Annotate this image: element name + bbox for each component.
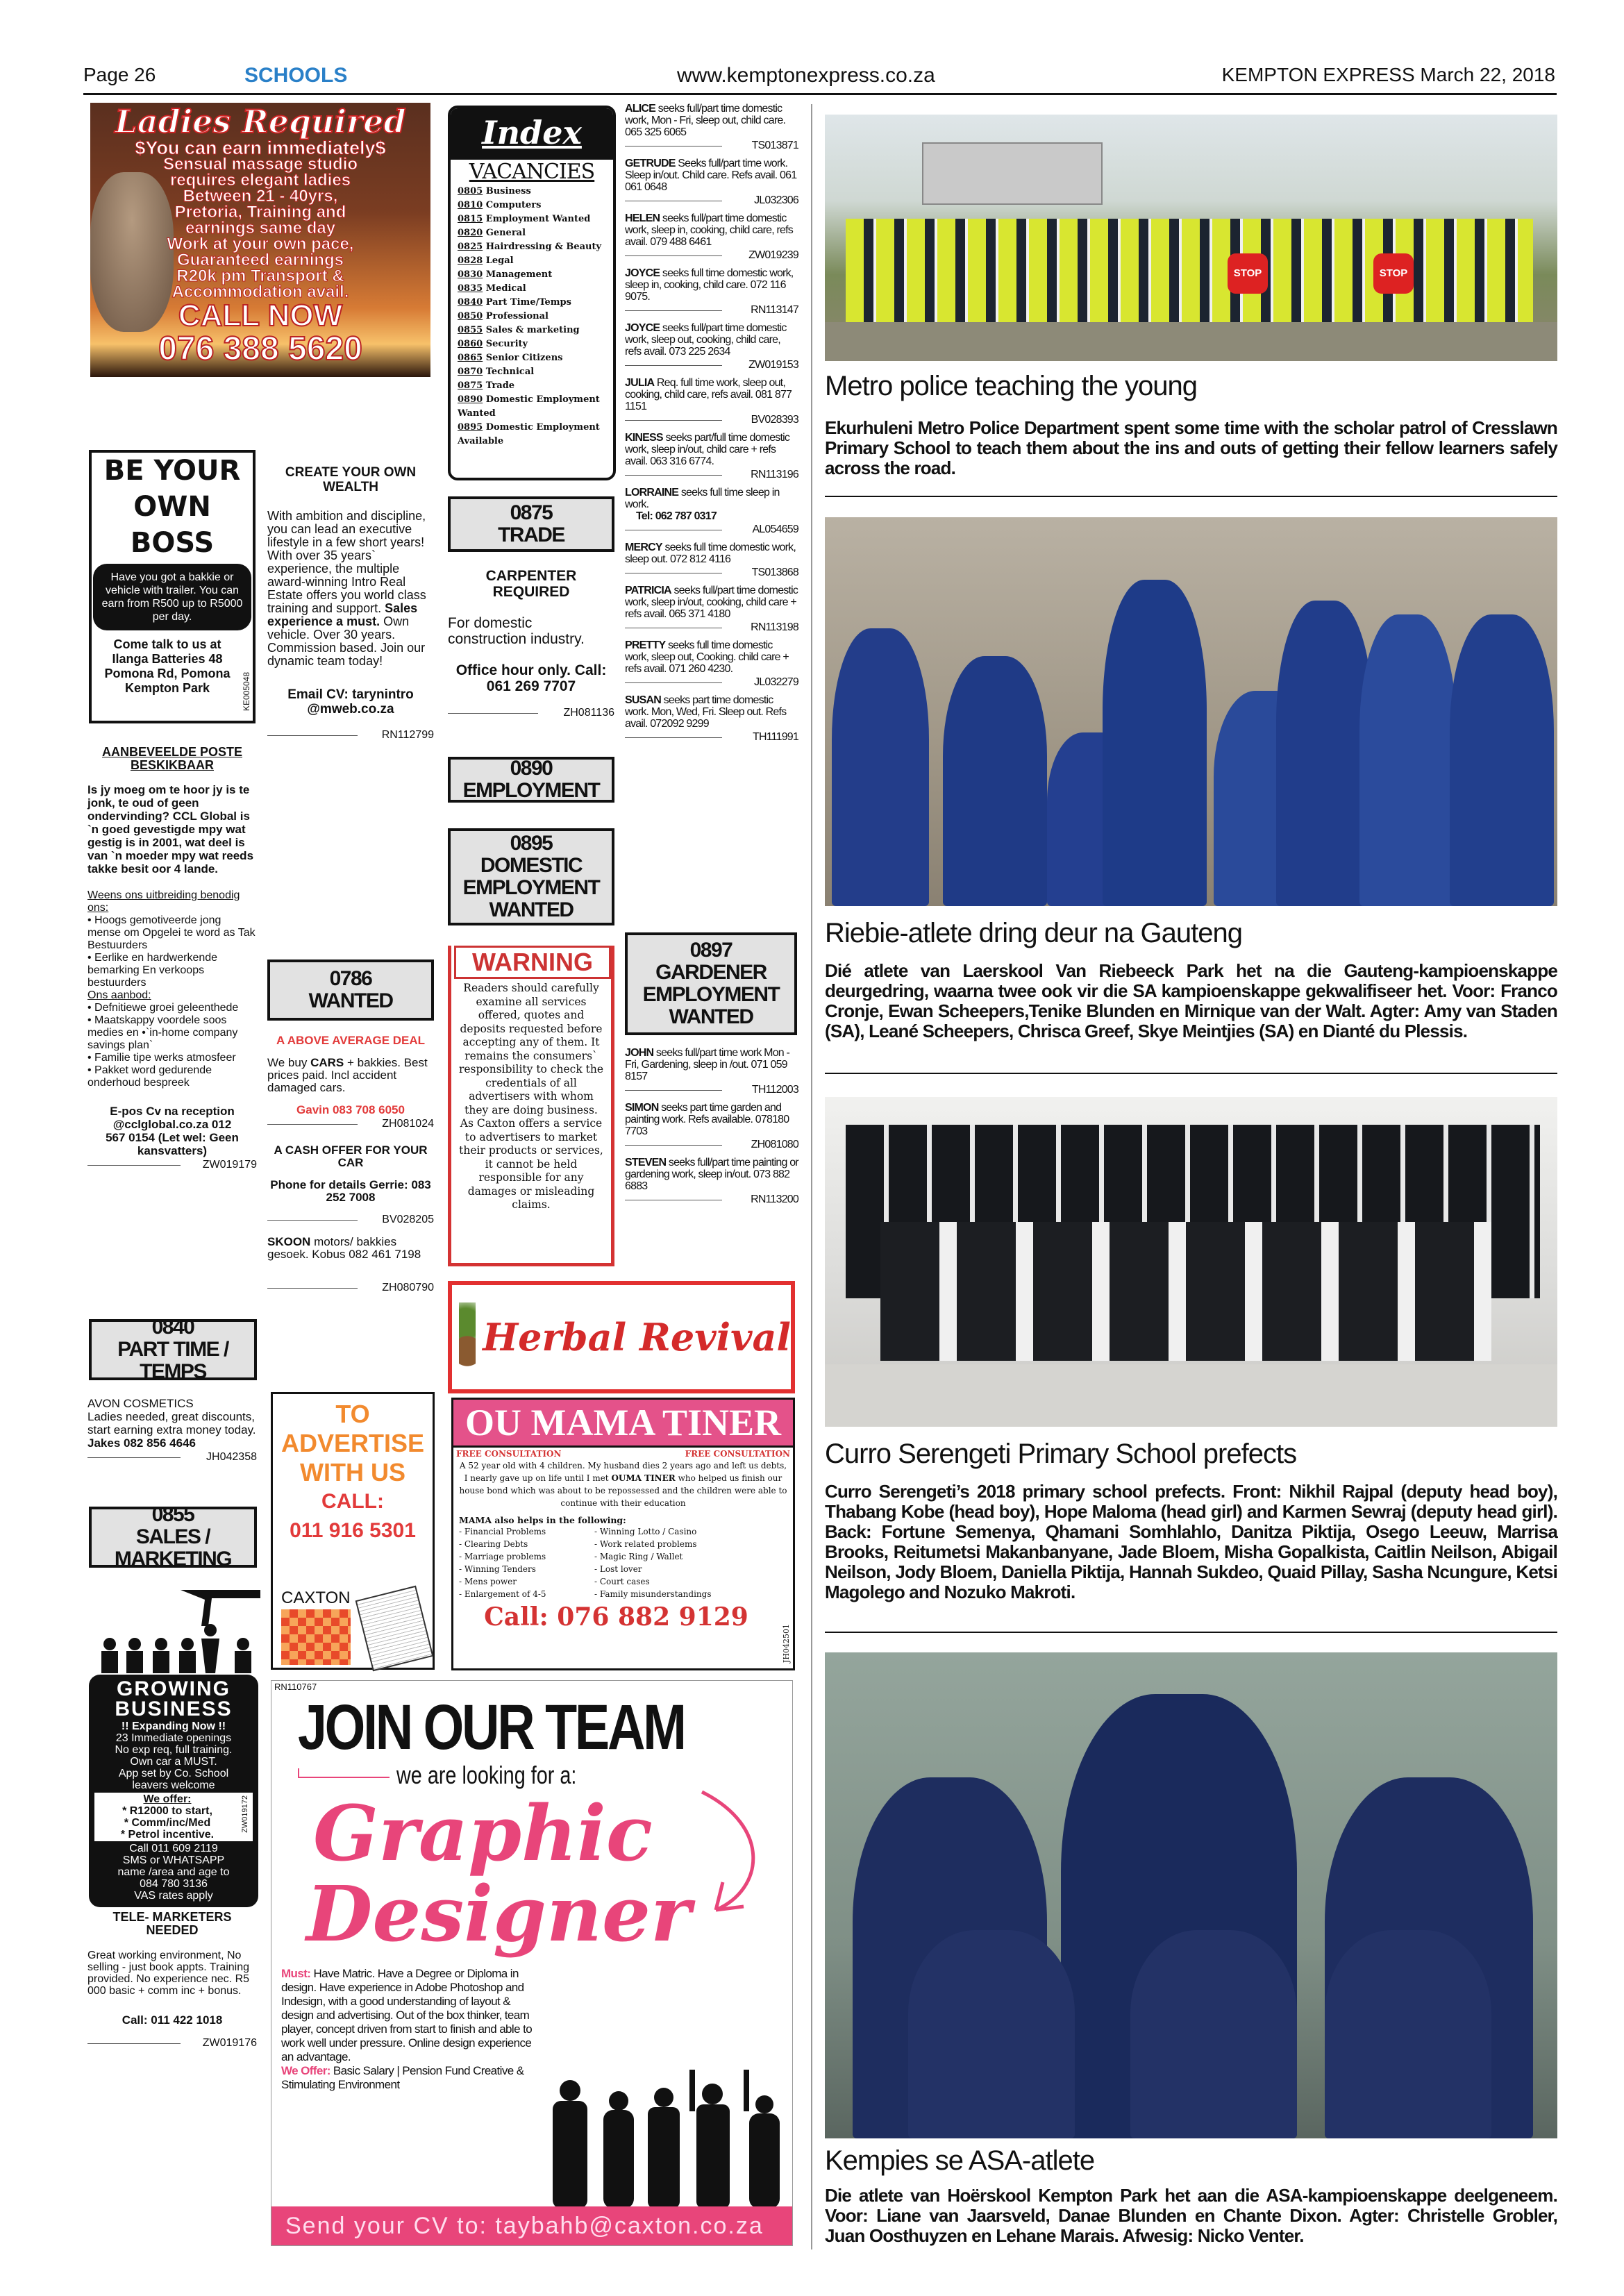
story-caption: Die atlete van Hoërskool Kempton Park het aan die ASA-kampioenskappe deelgeneem. Voor: Liane van Jaarsveld, Danae Blunden en Chante Dixon. Agter: Christelle Grobler, Juan Oosthuyzen en Lehane Marais. Afwesig: Nicko Venter. — [825, 2185, 1557, 2246]
index-item: 0860 Security — [458, 339, 528, 349]
ad-phone[interactable]: 011 916 5301 — [290, 1519, 416, 1542]
ad-body: Ladies needed, great discounts, start earning extra money today. — [87, 1410, 256, 1436]
index-item: 0895 Domestic Employment Available — [458, 422, 600, 446]
ad-ref: RN113198 — [625, 621, 798, 634]
index-item: 0840 Part Time/Temps — [458, 297, 571, 308]
ad-highlight: Have you got a bakkie or vehicle with trailer. You can earn from R500 up to R5000 per day. — [93, 564, 251, 630]
role-title: Graphic Designer — [306, 1788, 691, 1959]
ad-line: R20k pm Transport & — [176, 267, 344, 285]
story-caption: Dié atlete van Laerskool Van Riebeeck Park het na die Gauteng-kampioenskappe deurgedring, waarna twee ook vir die SA kampioenskappe gekwalifiseer het. Voor: Franco Cronje, Ewan Scheepers,Tenike Blunden en Mirnique van der Walt. Agter: Amy van Staden (SA), Leané Scheepers, Chrisca Greef, Skye Meintjies (SA) en Dianté du Plessis. — [825, 960, 1557, 1041]
classified-listing: JOYCE seeks full/part time domestic work, sleep out, cooking, child care, refs avail. 073 225 2634 ZW019153 — [625, 322, 798, 371]
photo-kempies-athletes — [825, 1652, 1557, 2138]
ad-ref: ZW019239 — [625, 249, 798, 262]
ad-ref: TS013868 — [625, 567, 798, 579]
story-divider — [825, 496, 1557, 497]
classified-listing: HELEN seeks full/part time domestic work, sleep in, cooking, child care, refs avail. 079 488 6461 ZW019239 — [625, 212, 798, 261]
ad-body: We buy CARS + bakkies. Best prices paid. Incl accident damaged cars. — [267, 1056, 428, 1094]
ad-title: A ABOVE AVERAGE DEAL — [276, 1034, 426, 1047]
section-header-0855: 0855 SALES / MARKETING — [89, 1507, 257, 1568]
photo-riebie-athletes — [825, 517, 1557, 906]
ad-ref: BV028393 — [625, 414, 798, 426]
ad-title: AANBEVEELDE POSTE BESKIKBAAR — [101, 745, 243, 772]
ccl-global-ad — [87, 746, 257, 1171]
ad-ref: KE005048 — [242, 671, 251, 711]
index-item: 0890 Domestic Employment Wanted — [458, 394, 600, 419]
call-now: CALL NOW — [178, 299, 343, 333]
classified-listing: JULIA Req. full time work, sleep out, cooking, child care, refs avail. 081 877 1151 BV028393 — [625, 377, 798, 426]
index-item: 0828 Legal — [458, 255, 514, 266]
index-item: 0875 Trade — [458, 380, 515, 391]
avon-ad — [87, 1397, 257, 1464]
ad-contact: E-pos Cv na reception @cclglobal.co.za 012 567 0154 (Let wel: Geen kansvatters) — [106, 1105, 239, 1157]
ad-story: A 52 year old with 4 children. My husband dies 2 years ago and left us debts, I nearly gave up on life until I met OUMA TINER who helped us finish our house bond which was about to be repossessed and the children were able to continue with their education — [459, 1461, 787, 1508]
arrow-icon — [688, 1785, 785, 1924]
advertise-with-us-ad — [271, 1392, 435, 1670]
index-heading: VACANCIES — [469, 160, 595, 184]
ad-ref: ZW019179 — [87, 1159, 257, 1171]
growing-business-ad — [89, 1675, 258, 1907]
story-title: Curro Serengeti Primary School prefects — [825, 1439, 1297, 1469]
classified-listing: PATRICIA seeks full/part time domestic work, sleep in/out, cooking, child care + refs avail. 065 371 4180 RN113198 — [625, 585, 798, 633]
paper-name: KEMPTON EXPRESS — [1221, 64, 1415, 85]
ad-ref: ZW019172 — [241, 1795, 249, 1833]
ad-ref: JH042358 — [87, 1451, 257, 1464]
ad-title: Herbal Revival — [483, 1315, 791, 1359]
ad-contact: Call 011 609 2119 SMS or WHATSAPP name /area and age to 084 780 3136 VAS rates apply — [117, 1843, 230, 1902]
index-item: 0815 Employment Wanted — [458, 214, 591, 224]
index-item: 0820 General — [458, 228, 526, 238]
car-buying-ads — [267, 1034, 434, 1294]
ladies-required-ad — [90, 103, 430, 377]
ou-mama-tiner-ad — [451, 1398, 795, 1670]
ad-intro: Is jy moeg om te hoor jy is te jonk, te oud of geen ondervinding? CCL Global is `n goed gevestigde mpy wat gestig is in 2001, wat deel is van `n moeder mpy wat reeds takke besit oor 4 lande. — [87, 783, 254, 875]
warning-notice — [448, 946, 614, 1266]
classified-listing: SUSAN seeks part time domestic work. Mon, Wed, Fri. Sleep out. Refs avail. 072092 9299 TH111991 — [625, 694, 798, 743]
index-item: 0835 Medical — [458, 283, 526, 294]
ad-line: Pretoria, Training and — [174, 203, 346, 221]
ad-title: TO ADVERTISE WITH US — [281, 1400, 425, 1486]
ad-body — [90, 137, 430, 301]
stop-sign: STOP — [1373, 253, 1414, 294]
index-item: 0805 Business — [458, 186, 531, 196]
ad-phone[interactable]: 076 388 5620 — [158, 330, 362, 367]
ad-body: SKOON motors/ bakkies gesoek. Kobus 082 461 7198 — [267, 1235, 421, 1261]
website-url[interactable]: www.kemptonexpress.co.za — [677, 64, 935, 87]
ad-email[interactable]: Email CV: tarynintro @mweb.co.za — [287, 687, 414, 717]
ad-title: AVON COSMETICS — [87, 1397, 194, 1410]
ad-line: earnings same day — [185, 219, 336, 237]
classified-listing: JOHN seeks full/part time work Mon - Fri, Gardening, sleep in /out. 071 059 8157 TH112003 — [625, 1047, 798, 1096]
ad-line: requires elegant ladies — [169, 171, 351, 190]
section-name: SCHOOLS — [244, 64, 348, 87]
vacancies-index — [448, 106, 616, 480]
ad-body: Come talk to us at Ilanga Batteries 48 Pomona Rd, Pomona Kempton Park — [104, 637, 231, 695]
section-header-0875: 0875 TRADE — [448, 496, 614, 552]
carpenter-ad — [448, 568, 614, 719]
gardener-listings — [625, 1047, 798, 1212]
herbal-revival-ad — [448, 1281, 795, 1393]
section-header-0895: 0895 DOMESTIC EMPLOYMENT WANTED — [448, 828, 614, 925]
ad-ref: ZH080790 — [267, 1282, 434, 1294]
index-item: 0870 Technical — [458, 367, 535, 377]
ad-ref: JH042501 — [782, 1624, 791, 1663]
ad-line: Work at your own pace, — [167, 235, 354, 253]
section-header-0840: 0840 PART TIME / TEMPS — [89, 1319, 257, 1380]
caxton-logo-mark — [281, 1609, 351, 1665]
ad-line: Sensual massage studio — [162, 155, 358, 174]
ad-line: Between 21 - 40yrs, — [183, 187, 338, 206]
ad-title: JOIN OUR TEAM — [298, 1692, 685, 1763]
story-divider — [825, 1632, 1557, 1633]
ad-ref: TS013871 — [625, 140, 798, 152]
building — [922, 142, 1103, 205]
team-silhouettes — [542, 2070, 792, 2209]
ad-helps: MAMA also helps in the following: — [459, 1515, 626, 1525]
ad-phone[interactable]: Call: 076 882 9129 — [484, 1602, 748, 1632]
index-item: 0830 Management — [458, 269, 553, 280]
ad-ref: ZW019176 — [87, 2037, 257, 2050]
ad-ref: JL032306 — [625, 194, 798, 207]
classified-listing: JOYCE seeks full time domestic work, sleep in, cooking, child care. 072 116 9075. RN113147 — [625, 267, 798, 316]
caxton-logo: CAXTON — [281, 1589, 351, 1607]
ad-ref: RN113200 — [625, 1193, 798, 1206]
ad-title: A CASH OFFER FOR YOUR CAR — [274, 1143, 428, 1169]
telemarketers-ad — [87, 1911, 257, 2050]
ad-ref: ZH081080 — [625, 1139, 798, 1151]
index-item: 0810 Computers — [458, 200, 542, 210]
ad-ref: TH112003 — [625, 1084, 798, 1096]
ad-title: Ladies Required — [115, 103, 406, 140]
ad-line: Accommodation avail. — [171, 283, 349, 301]
ground — [825, 322, 1557, 361]
ad-phone[interactable]: Phone for details Gerrie: 083 252 7008 — [270, 1178, 431, 1204]
story-title: Metro police teaching the young — [825, 371, 1198, 401]
column-divider — [811, 104, 812, 2249]
issue-date: March 22, 2018 — [1420, 64, 1555, 85]
learners-group — [846, 219, 1533, 323]
page-number: Page 26 — [83, 64, 156, 85]
header-rule — [83, 93, 1557, 95]
join-our-team-ad — [271, 1680, 793, 2246]
story-caption: Ekurhuleni Metro Police Department spent some time with the scholar patrol of Cresslawn Primary School to teach them about the ins and outs of getting their fellow learners safely across the road. — [825, 417, 1557, 478]
ad-ref: TH111991 — [625, 731, 798, 744]
send-cv-banner[interactable]: Send your CV to: taybahb@caxton.co.za — [271, 2206, 792, 2245]
ad-body: Weens ons uitbreiding benodig ons: • Hoogs gemotiveerde jong mense om Opgelei te word as Tak Bestuurders • Eerlike en hardwerkende bemarking En verkoops bestuurders Ons aanbod: • Defnitiewe groei geleenthede • Maatskappy voordele soos medies en •`in-home company savings plan` • Familie tipe werks atmosfeer • Pakket word gedurende onderhoud bespreek — [87, 889, 256, 1089]
story-caption: Curro Serengeti’s 2018 primary school prefects. Front: Nikhil Rajpal (deputy head boy), Thabang Kobe (head boy), Hope Maloma (head girl) and Karmen Sewraj (deputy head girl). Back: Fortune Semenya, Qhamani Somhlahlo, Danitza Piktija, Osego Leeuw, Marrisa Brooks, Reitumetsi Makanbanyane, Jade Bloem, Misha Gopalkista, Caitlin Neilson, Abigail Neilson, Jody Bloem, Daniella Piktija, Hannah Sukdeo, Quaid Pillay, Sasha Ncungure, Ketsi Magolego and Nozuko Makroti. — [825, 1481, 1557, 1602]
ad-ref: ZW019153 — [625, 359, 798, 371]
story-title: Kempies se ASA-atlete — [825, 2145, 1095, 2176]
ad-title: BE YOUR OWN BOSS — [103, 455, 241, 559]
classified-listing: SIMON seeks part time garden and painting work. Refs available. 078180 7703 ZH081080 — [625, 1102, 798, 1150]
story-title: Riebie-atlete dring deur na Gauteng — [825, 918, 1242, 948]
index-item: 0825 Hairdressing & Beauty — [458, 242, 602, 252]
ad-body: For domestic construction industry. — [448, 615, 585, 647]
own-boss-ad — [89, 450, 256, 723]
index-list — [451, 185, 613, 449]
ad-ref: RN113196 — [625, 469, 798, 481]
classified-listing: STEVEN seeks full/part time painting or gardening work, sleep in/out. 073 882 6883 RN113200 — [625, 1157, 798, 1205]
ad-body: Great working environment, No selling - just book appts. Training provided. No experience nec. R5 000 basic + comm inc + bonus. — [87, 1950, 250, 1997]
ad-ref: AL054659 — [625, 523, 798, 536]
classified-listing: GETRUDE Seeks full/part time work. Sleep in/out. Child care. Refs avail. 061 061 0648 JL032306 — [625, 158, 798, 206]
warning-body: Readers should carefully examine all services offered, quotes and deposits requested before accepting any of them. It remains the consumers` responsibility to check the credentials of all advertisers with whom they are doing business. As Caxton offers a service to advertisers to market their products or services, it cannot be held responsible for any damages or misleading claims. — [458, 982, 604, 1211]
domestic-employment-listings — [625, 103, 798, 749]
masthead — [1222, 64, 1555, 86]
herbs-image — [459, 1302, 476, 1372]
section-header-0890: 0890 EMPLOYMENT — [448, 757, 614, 803]
ad-offer: We offer: * R12000 to start, * Comm/inc/Med * Petrol incentive. ZW019172 — [94, 1793, 253, 1841]
photo-curro-prefects — [825, 1097, 1557, 1427]
story-divider — [825, 1073, 1557, 1074]
index-item: 0855 Sales & marketing — [458, 325, 580, 335]
create-wealth-ad — [267, 465, 434, 741]
ad-ref: RN113147 — [625, 304, 798, 317]
ad-ref: BV028205 — [267, 1214, 434, 1226]
ad-body: Must: Have Matric. Have a Degree or Diploma in design. Have experience in Adobe Photoshop and Indesign, with a good understanding of layout & design and advertising. Out of the box thinker, team player, concept driven from start to finish and able to work well under pressure. Online design experience an advantage. We Offer: Basic Salary | Pension Fund Creative & Stimulating Environment — [281, 1967, 533, 2091]
warning-stamp: WARNING — [454, 946, 611, 979]
ad-line: $You can earn immediately$ — [135, 137, 386, 158]
business-people-illustration — [97, 1590, 260, 1673]
ad-ref: RN110767 — [274, 1682, 317, 1692]
classified-listing: MERCY seeks full time domestic work, sleep out. 072 812 4116 TS013868 — [625, 542, 798, 578]
classified-listing: PRETTY seeks full time domestic work, sleep out, Cooking. child care + refs avail. 071 260 4230. JL032279 — [625, 639, 798, 688]
index-item: 0850 Professional — [458, 311, 549, 321]
free-consultation: FREE CONSULTATION FREE CONSULTATION — [456, 1449, 790, 1459]
ad-phone[interactable]: Office hour only. Call: 061 269 7707 — [455, 662, 607, 694]
ad-phone[interactable]: Gavin 083 708 6050 — [296, 1103, 405, 1116]
ad-line: Guaranteed earnings — [176, 251, 344, 269]
ad-title: TELE- MARKETERS NEEDED — [112, 1910, 232, 1937]
section-header-0786: 0786 WANTED — [267, 960, 434, 1021]
ad-ref: JL032279 — [625, 676, 798, 689]
ad-ref: ZH081136 — [448, 707, 614, 719]
section-header-0897: 0897 GARDENER EMPLOYMENT WANTED — [625, 932, 797, 1035]
ad-title: CREATE YOUR OWN WEALTH — [285, 465, 417, 494]
classified-listing: LORRAINE seeks full time sleep in work. Tel: 062 787 0317 AL054659 — [625, 487, 798, 535]
index-header: Index — [451, 108, 613, 160]
ad-subtitle: we are looking for a: — [396, 1761, 577, 1789]
index-item: 0865 Senior Citizens — [458, 353, 563, 363]
ad-title: OU MAMA TINER — [453, 1400, 793, 1448]
stop-sign: STOP — [1228, 253, 1268, 294]
decorative-line — [298, 1768, 390, 1778]
ad-phone[interactable]: Jakes 082 856 4646 — [87, 1436, 196, 1450]
classified-listing: ALICE seeks full/part time domestic work, Mon - Fri, sleep out, child care. 065 325 6065 TS013871 — [625, 103, 798, 151]
ad-body: With ambition and discipline, you can lead an executive lifestyle in a few short years! With over 35 years` experience, the multiple award-winning Intro Real Estate offers you world class training and support. Sales experience a must. Own vehicle. Over 30 years. Commission based. Join our dynamic team today! — [267, 509, 426, 668]
ad-title: CARPENTER REQUIRED — [485, 568, 577, 600]
photo-metro-police — [825, 115, 1557, 361]
ad-ref: RN112799 — [267, 729, 434, 741]
ad-ref: ZH081024 — [267, 1118, 434, 1130]
ad-phone[interactable]: Call: 011 422 1018 — [122, 2013, 223, 2027]
newspaper-icon — [355, 1586, 434, 1672]
ad-services: - Financial Problems - Clearing Debts - Marriage problems - Winning Tenders - Mens power - Enlargement of 4-5 - Winning Lotto / Casino - Work related problems - Magic Ring / Wallet - Lost lover - Court cases - Family misunderstandings — [459, 1527, 712, 1599]
ad-body: !! Expanding Now !! 23 Immediate openings No exp req, full training. Own car a MUST. App set by Co. School leavers welcome — [115, 1720, 233, 1791]
ad-title: GROWING BUSINESS — [115, 1677, 233, 1720]
ad-call: CALL: — [321, 1490, 384, 1513]
classified-listing: KINESS seeks part/full time domestic work, sleep in/out, child care + refs avail. 063 316 6774. RN113196 — [625, 432, 798, 480]
